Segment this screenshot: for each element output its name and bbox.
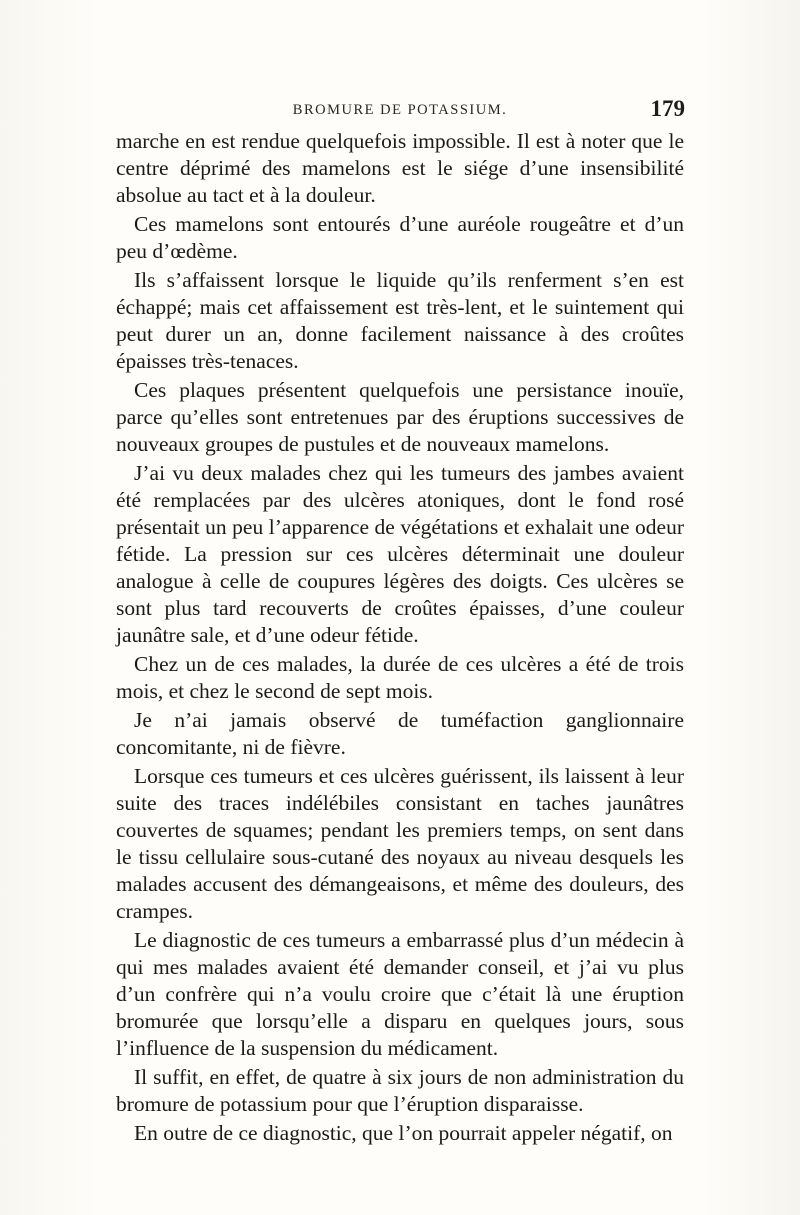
running-title: BROMURE DE POTASSIUM.: [292, 102, 508, 118]
paragraph-continuation: marche en est rendue quelquefois impossible. Il est à noter que le centre déprimé des mamelons est le siége d’une insensibilité absolue au tact et à la douleur.: [116, 129, 684, 207]
paragraph: J’ai vu deux malades chez qui les tumeurs des jambes avaient été remplacées par des ulcères atoniques, dont le fond rosé présentait un peu l’apparence de végétations et exhalait une odeur fétide. La pression sur ces ulcères déterminait une douleur analogue à celle de coupures légères des doigts. Ces ulcères se sont plus tard recouverts de croûtes épaisses, d’une couleur jaunâtre sale, et d’une odeur fétide.: [116, 461, 684, 647]
page-number: 179: [650, 96, 685, 121]
paragraph: Ces plaques présentent quelquefois une persistance inouïe, parce qu’elles sont entretenues par des éruptions successives de nouveaux groupes de pustules et de nouveaux mamelons.: [116, 378, 684, 456]
paragraph: Il suffit, en effet, de quatre à six jours de non administration du bromure de potassium pour que l’éruption disparaisse.: [116, 1065, 684, 1116]
paragraph-final-partial: En outre de ce diagnostic, que l’on pourrait appeler négatif, on: [134, 1121, 673, 1145]
paragraph: Je n’ai jamais observé de tuméfaction ganglionnaire concomitante, ni de fièvre.: [116, 708, 684, 759]
body-text: [116, 128, 684, 1147]
paragraph: Chez un de ces malades, la durée de ces ulcères a été de trois mois, et chez le second de sept mois.: [116, 652, 684, 703]
paragraph: Ces mamelons sont entourés d’une auréole rougeâtre et d’un peu d’œdème.: [116, 212, 684, 263]
paragraph: Le diagnostic de ces tumeurs a embarrassé plus d’un médecin à qui mes malades avaient été demander conseil, et j’ai vu plus d’un confrère qui n’a voulu croire que c’était là une éruption bromurée que lorsqu’elle a disparu en quelques jours, sous l’influence de la suspension du médicament.: [116, 928, 684, 1060]
paragraph: Ils s’affaissent lorsque le liquide qu’ils renferment s’en est échappé; mais cet affaissement est très-lent, et le suintement qui peut durer un an, donne facilement naissance à des croûtes épaisses très-tenaces.: [116, 268, 684, 373]
running-head: [115, 96, 685, 126]
paragraph: Lorsque ces tumeurs et ces ulcères guérissent, ils laissent à leur suite des traces indélébiles consistant en taches jaunâtres couvertes de squames; pendant les premiers temps, on sent dans le tissu cellulaire sous-cutané des noyaux au niveau desquels les malades accusent des démangeaisons, et même des douleurs, des crampes.: [116, 764, 684, 923]
